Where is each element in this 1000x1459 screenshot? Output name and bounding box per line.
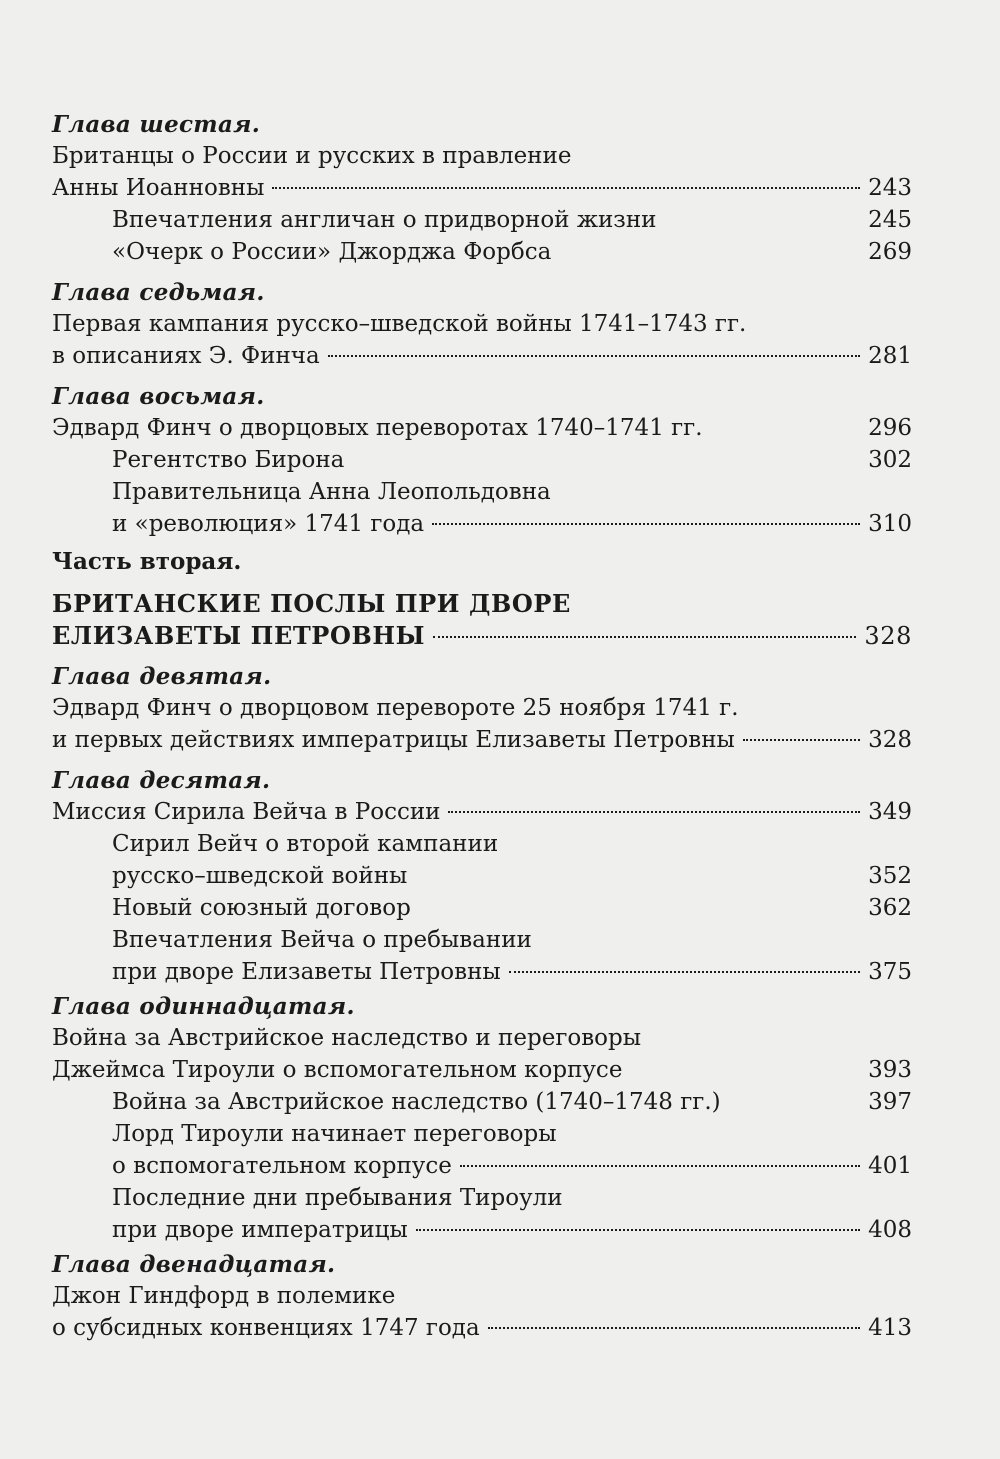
page-number: 328 <box>864 622 912 650</box>
chapter-8-title: Глава восьмая. <box>52 383 265 410</box>
toc-entry-chapter-12[interactable]: о субсидных конвенциях 1747 года 413 <box>52 1312 912 1344</box>
chapter-12-title: Глава двенадцатая. <box>52 1251 336 1278</box>
toc-entry-ch8-sub2[interactable]: и «революция» 1741 года 310 <box>52 508 912 540</box>
table-of-contents <box>52 106 912 1344</box>
page-number: 408 <box>868 1217 912 1243</box>
toc-entry-ch6-sub2[interactable]: «Очерк о России» Джорджа Форбса 269 <box>52 236 912 268</box>
toc-entry-ch11-sub3[interactable]: при дворе императрицы 408 <box>52 1214 912 1246</box>
toc-entry-ch11-sub2[interactable]: о вспомогательном корпусе 401 <box>52 1150 912 1182</box>
part-2-heading-line: БРИТАНСКИЕ ПОСЛЫ ПРИ ДВОРЕ <box>52 589 571 618</box>
toc-entry-ch10-sub2[interactable]: Новый союзный договор 362 <box>52 892 912 924</box>
page-number: 397 <box>868 1089 912 1115</box>
chapter-6-title: Глава шестая. <box>52 111 261 138</box>
page-number: 413 <box>868 1315 912 1341</box>
page-number: 328 <box>868 727 912 753</box>
toc-entry-chapter-8[interactable]: Эдвард Финч о дворцовых переворотах 1740–1741 гг. 296 <box>52 412 912 444</box>
chapter-7-title: Глава седьмая. <box>52 279 265 306</box>
page-number: 349 <box>868 799 912 825</box>
leader-dots <box>432 523 860 525</box>
leader-dots <box>488 1327 860 1329</box>
page-number: 281 <box>868 343 912 369</box>
toc-entry-chapter-11[interactable]: Джеймса Тироули о вспомогательном корпусе 393 <box>52 1054 912 1086</box>
ch10-sub1-line: Сирил Вейч о второй кампании <box>112 831 499 857</box>
chapter-7-line: Первая кампания русско–шведской войны 1741–1743 гг. <box>52 311 747 337</box>
page-number: 302 <box>868 447 912 473</box>
leader-dots <box>272 187 860 189</box>
part-2-title: Часть вторая. <box>52 548 242 575</box>
page-number: 352 <box>868 863 912 889</box>
page-number: 245 <box>868 207 912 233</box>
toc-entry-chapter-6[interactable]: Анны Иоанновны 243 <box>52 172 912 204</box>
leader-dots <box>328 355 860 357</box>
chapter-9-line: Эдвард Финч о дворцовом перевороте 25 ноября 1741 г. <box>52 695 739 721</box>
page-number: 243 <box>868 175 912 201</box>
page-number: 362 <box>868 895 912 921</box>
chapter-11-line: Война за Австрийское наследство и переговоры <box>52 1025 642 1051</box>
ch8-sub2-line: Правительница Анна Леопольдовна <box>112 479 551 505</box>
leader-dots <box>509 971 860 973</box>
page-number: 269 <box>868 239 912 265</box>
page-number: 375 <box>868 959 912 985</box>
leader-dots <box>433 636 856 638</box>
chapter-11-title: Глава одиннадцатая. <box>52 993 355 1020</box>
toc-entry-ch6-sub1[interactable]: Впечатления англичан о придворной жизни 245 <box>52 204 912 236</box>
toc-entry-chapter-10[interactable]: Миссия Сирила Вейча в России 349 <box>52 796 912 828</box>
toc-entry-ch10-sub1[interactable]: русско–шведской войны 352 <box>52 860 912 892</box>
leader-dots <box>448 811 860 813</box>
toc-entry-ch10-sub3[interactable]: при дворе Елизаветы Петровны 375 <box>52 956 912 988</box>
toc-entry-chapter-7[interactable]: в описаниях Э. Финча 281 <box>52 340 912 372</box>
toc-entry-ch8-sub1[interactable]: Регентство Бирона 302 <box>52 444 912 476</box>
chapter-9-title: Глава девятая. <box>52 663 272 690</box>
ch10-sub3-line: Впечатления Вейча о пребывании <box>112 927 532 953</box>
ch11-sub3-line: Последние дни пребывания Тироули <box>112 1185 563 1211</box>
page-number: 401 <box>868 1153 912 1179</box>
toc-entry-chapter-9[interactable]: и первых действиях императрицы Елизаветы Петровны 328 <box>52 724 912 756</box>
page-number: 393 <box>868 1057 912 1083</box>
chapter-12-line: Джон Гиндфорд в полемике <box>52 1283 396 1309</box>
leader-dots <box>743 739 860 741</box>
toc-entry-ch11-sub1[interactable]: Война за Австрийское наследство (1740–1748 гг.) 397 <box>52 1086 912 1118</box>
chapter-6-line: Британцы о России и русских в правление <box>52 143 572 169</box>
page-number: 296 <box>868 415 912 441</box>
leader-dots <box>416 1229 860 1231</box>
leader-dots <box>460 1165 860 1167</box>
chapter-10-title: Глава десятая. <box>52 767 271 794</box>
ch11-sub2-line: Лорд Тироули начинает переговоры <box>112 1121 557 1147</box>
page-number: 310 <box>868 511 912 537</box>
toc-entry-part-2[interactable]: ЕЛИЗАВЕТЫ ПЕТРОВНЫ 328 <box>52 621 912 650</box>
